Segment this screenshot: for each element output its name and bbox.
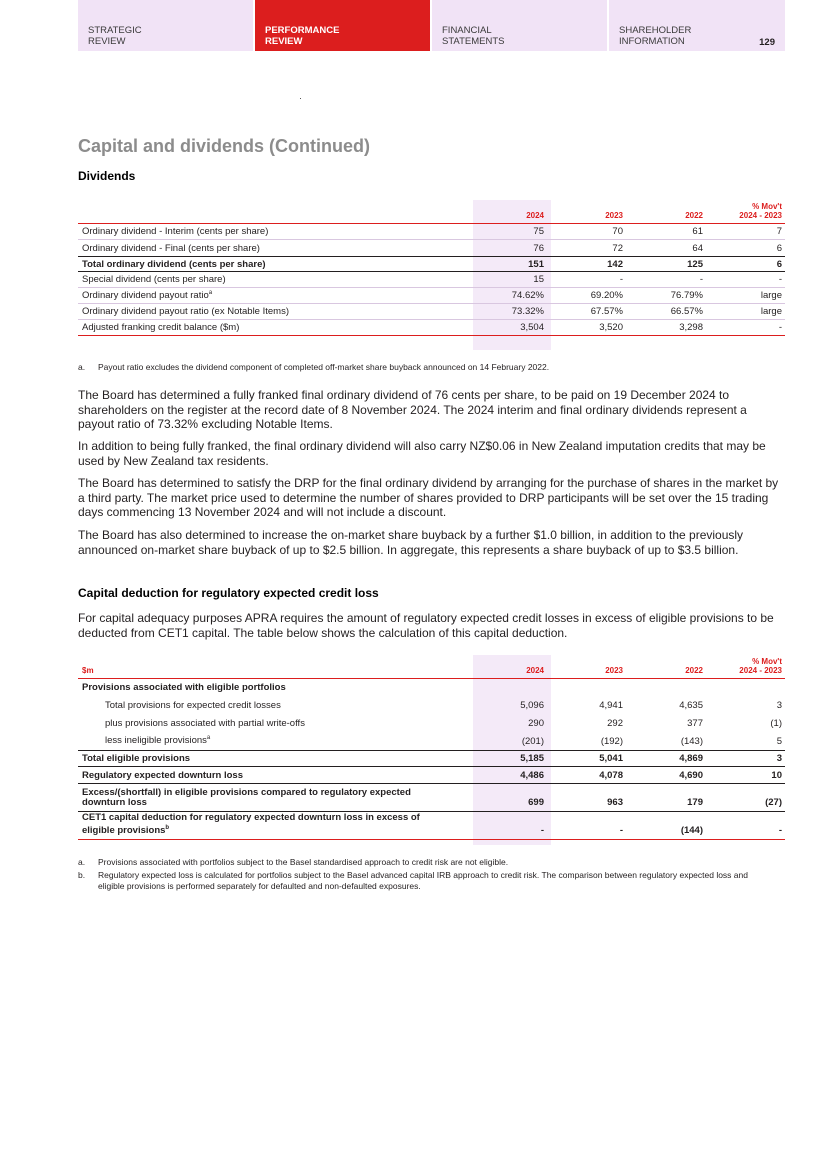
footnote-text: Payout ratio excludes the dividend component of completed off-market share buyback announced on 14 February 2022. bbox=[98, 362, 550, 372]
value-2024: 74.62% bbox=[511, 290, 544, 301]
value-2024: 699 bbox=[528, 797, 544, 808]
value-2023: 4,078 bbox=[599, 769, 623, 781]
footnote-mark: a. bbox=[78, 362, 86, 372]
footnote-ref: b bbox=[165, 824, 170, 831]
value-2023: - bbox=[619, 825, 623, 836]
paragraph: In addition to being fully franked, the final ordinary dividend will also carry NZ$0.06 in New Zealand imputation credits that may be used by New Zealand tax residents. bbox=[78, 439, 766, 468]
row-label: Total eligible provisions bbox=[82, 753, 191, 764]
dividends-footnote bbox=[78, 362, 758, 373]
header-2024: 2024 bbox=[526, 666, 544, 675]
tab-financial-statements[interactable] bbox=[432, 0, 607, 51]
dividends-table bbox=[78, 198, 785, 336]
capital-deduction-intro: For capital adequacy purposes APRA requires the amount of regulatory expected credit losses in excess of eligible provisions to be deducted from CET1 capital. The table below shows the calculation of this capital deduction. bbox=[78, 611, 774, 640]
table-group-header bbox=[78, 679, 785, 696]
row-label: Regulatory expected downturn loss bbox=[82, 769, 243, 781]
tab-label-line2: INFORMATION bbox=[619, 36, 685, 47]
value-2024: 5,096 bbox=[520, 699, 544, 711]
header-2023: 2023 bbox=[605, 666, 623, 675]
footnote-text: Regulatory expected loss is calculated for portfolios subject to the Basel advanced capital IRB approach to credit risk. The comparison between regulatory expected loss and eligible provisions is performed separately for defaulted and non-defaulted exposures. bbox=[98, 870, 748, 891]
value-2022: 4,635 bbox=[679, 699, 703, 711]
value-movement: 5 bbox=[776, 735, 782, 747]
value-movement: - bbox=[778, 274, 782, 285]
table-row bbox=[78, 714, 785, 732]
value-2022: 66.57% bbox=[670, 306, 703, 317]
value-2022: 179 bbox=[687, 797, 703, 808]
value-2022: 61 bbox=[692, 226, 703, 237]
value-2022: (143) bbox=[680, 735, 703, 747]
value-2024: 151 bbox=[528, 258, 544, 270]
footnote-text: Provisions associated with portfolios subject to the Basel standardised approach to credit risk are not eligible. bbox=[98, 857, 509, 867]
tab-label-line2: REVIEW bbox=[88, 36, 126, 47]
row-label-text: CET1 capital deduction for regulatory expected downturn loss in excess of eligible provisions bbox=[82, 811, 420, 836]
value-2023: 4,941 bbox=[599, 699, 623, 711]
table-row bbox=[78, 812, 785, 840]
value-2023: 72 bbox=[612, 242, 623, 254]
value-2023: 292 bbox=[607, 717, 623, 729]
value-2024: 5,185 bbox=[520, 753, 544, 764]
value-movement: 10 bbox=[771, 769, 782, 781]
value-movement: 6 bbox=[776, 242, 782, 254]
tab-label-line1: PERFORMANCE bbox=[265, 25, 340, 36]
table-row bbox=[78, 272, 785, 288]
section-title: Capital and dividends (Continued) bbox=[78, 136, 370, 156]
value-2023: 142 bbox=[607, 258, 623, 270]
value-2023: - bbox=[619, 274, 623, 285]
value-2022: 4,869 bbox=[679, 753, 703, 764]
value-2024: (201) bbox=[521, 735, 544, 747]
paragraph: The Board has also determined to increase the on-market share buyback by a further $1.0 billion, in addition to the previously announced on-market share buyback of up to $2.5 billion. In aggregate, this represents a share buyback of up to $3.5 billion. bbox=[78, 528, 744, 557]
paragraph: The Board has determined a fully franked final ordinary dividend of 76 cents per share, to be paid on 19 December 2024 to shareholders on the register at the record date of 8 November 2024. The 2024 interim and final ordinary dividends represent a payout ratio of 73.32% excluding Notable Items. bbox=[78, 388, 747, 431]
footnote-ref: a bbox=[206, 735, 211, 742]
value-movement: - bbox=[778, 825, 782, 836]
footnote-mark: b. bbox=[78, 870, 86, 880]
value-2023: 5,041 bbox=[599, 753, 623, 764]
footnote-mark: a. bbox=[78, 857, 86, 867]
tab-label-line1: SHAREHOLDER bbox=[619, 25, 692, 36]
row-label: Ordinary dividend - Interim (cents per share) bbox=[82, 226, 269, 237]
top-navigation bbox=[78, 0, 785, 51]
value-2022: - bbox=[699, 274, 703, 285]
value-2023: (192) bbox=[600, 735, 623, 747]
row-label-text: less ineligible provisions bbox=[105, 735, 207, 747]
tab-strategic-review[interactable] bbox=[78, 0, 253, 51]
value-2022: 125 bbox=[687, 258, 703, 270]
row-label: Total provisions for expected credit losses bbox=[105, 699, 281, 711]
value-movement: 6 bbox=[776, 258, 782, 270]
table-row bbox=[78, 784, 785, 812]
row-label: Total ordinary dividend (cents per share) bbox=[82, 258, 266, 270]
header-movement-line1: % Mov't bbox=[752, 657, 782, 666]
value-2024: 75 bbox=[533, 226, 544, 237]
value-2023: 70 bbox=[612, 226, 623, 237]
value-2023: 963 bbox=[607, 797, 623, 808]
header-unit: $m bbox=[82, 666, 94, 675]
decorative-dot bbox=[300, 98, 301, 99]
value-movement: 3 bbox=[776, 753, 782, 764]
capital-deduction-table bbox=[78, 653, 785, 840]
group-label: Provisions associated with eligible portfolios bbox=[82, 682, 286, 693]
table-row bbox=[78, 696, 785, 714]
table-header bbox=[78, 653, 785, 679]
value-movement: 3 bbox=[776, 699, 782, 711]
page-number: 129 bbox=[759, 37, 775, 48]
header-movement-line1: % Mov't bbox=[752, 202, 782, 211]
tab-performance-review[interactable] bbox=[255, 0, 430, 51]
value-2024: 15 bbox=[533, 274, 544, 285]
header-2022: 2022 bbox=[685, 666, 703, 675]
header-2024: 2024 bbox=[526, 211, 544, 220]
row-label: Ordinary dividend - Final (cents per share) bbox=[82, 242, 260, 254]
table-row bbox=[78, 732, 785, 750]
value-2022: 64 bbox=[692, 242, 703, 254]
table-row-total bbox=[78, 750, 785, 767]
header-2023: 2023 bbox=[605, 211, 623, 220]
tab-shareholder-information[interactable] bbox=[609, 0, 785, 51]
value-2024: - bbox=[540, 825, 544, 836]
value-movement: 7 bbox=[776, 226, 782, 237]
table-header bbox=[78, 198, 785, 224]
row-label bbox=[78, 290, 469, 301]
header-movement bbox=[706, 657, 785, 675]
header-movement bbox=[706, 202, 785, 220]
value-movement: large bbox=[760, 290, 782, 301]
value-2022: 3,298 bbox=[679, 322, 703, 333]
header-2022: 2022 bbox=[685, 211, 703, 220]
capital-deduction-title: Capital deduction for regulatory expected credit loss bbox=[78, 586, 379, 600]
table-row bbox=[78, 767, 785, 784]
table-row bbox=[78, 320, 785, 336]
row-label bbox=[78, 735, 469, 746]
footnote-ref: a bbox=[208, 289, 213, 296]
tab-label-line2: REVIEW bbox=[265, 36, 303, 47]
row-label: Adjusted franking credit balance ($m) bbox=[82, 322, 240, 333]
value-2024: 76 bbox=[533, 242, 544, 254]
table-row bbox=[78, 288, 785, 304]
value-2023: 67.57% bbox=[590, 306, 623, 317]
value-2022: (144) bbox=[680, 825, 703, 836]
table-row-total bbox=[78, 256, 785, 272]
row-label: Excess/(shortfall) in eligible provisions compared to regulatory expected downturn loss bbox=[82, 787, 411, 808]
value-2024: 73.32% bbox=[511, 306, 544, 317]
row-label bbox=[78, 813, 469, 836]
row-label: plus provisions associated with partial write-offs bbox=[105, 717, 305, 729]
value-2022: 377 bbox=[687, 717, 703, 729]
value-2024: 3,504 bbox=[520, 322, 544, 333]
value-2024: 4,486 bbox=[520, 769, 544, 781]
value-movement: (27) bbox=[765, 797, 782, 808]
row-label-text: Ordinary dividend payout ratio bbox=[82, 290, 209, 302]
table-row bbox=[78, 240, 785, 256]
value-2023: 69.20% bbox=[590, 290, 623, 301]
value-2022: 76.79% bbox=[670, 290, 703, 301]
header-movement-line2: 2024 - 2023 bbox=[739, 666, 782, 675]
value-movement: (1) bbox=[770, 717, 782, 729]
value-movement: large bbox=[760, 306, 782, 317]
tab-label-line2: STATEMENTS bbox=[442, 36, 505, 47]
row-label: Ordinary dividend payout ratio (ex Notable Items) bbox=[82, 306, 289, 317]
value-2024: 290 bbox=[528, 717, 544, 729]
header-movement-line2: 2024 - 2023 bbox=[739, 211, 782, 220]
capital-deduction-footnote bbox=[78, 870, 758, 892]
dividends-title: Dividends bbox=[78, 169, 136, 183]
table-row bbox=[78, 304, 785, 320]
table-row bbox=[78, 224, 785, 240]
tab-label-line1: STRATEGIC bbox=[88, 25, 142, 36]
tab-label-line1: FINANCIAL bbox=[442, 25, 492, 36]
value-2022: 4,690 bbox=[679, 769, 703, 781]
value-2023: 3,520 bbox=[599, 322, 623, 333]
capital-deduction-footnote bbox=[78, 857, 758, 868]
row-label: Special dividend (cents per share) bbox=[82, 274, 226, 285]
value-movement: - bbox=[778, 322, 782, 333]
paragraph: The Board has determined to satisfy the DRP for the final ordinary dividend by arranging for the purchase of shares in the market by a third party. The market price used to determine the number of shares provided to DRP participants will be set over the 15 trading days commencing 13 November 2024 and will not include a discount. bbox=[78, 476, 779, 519]
